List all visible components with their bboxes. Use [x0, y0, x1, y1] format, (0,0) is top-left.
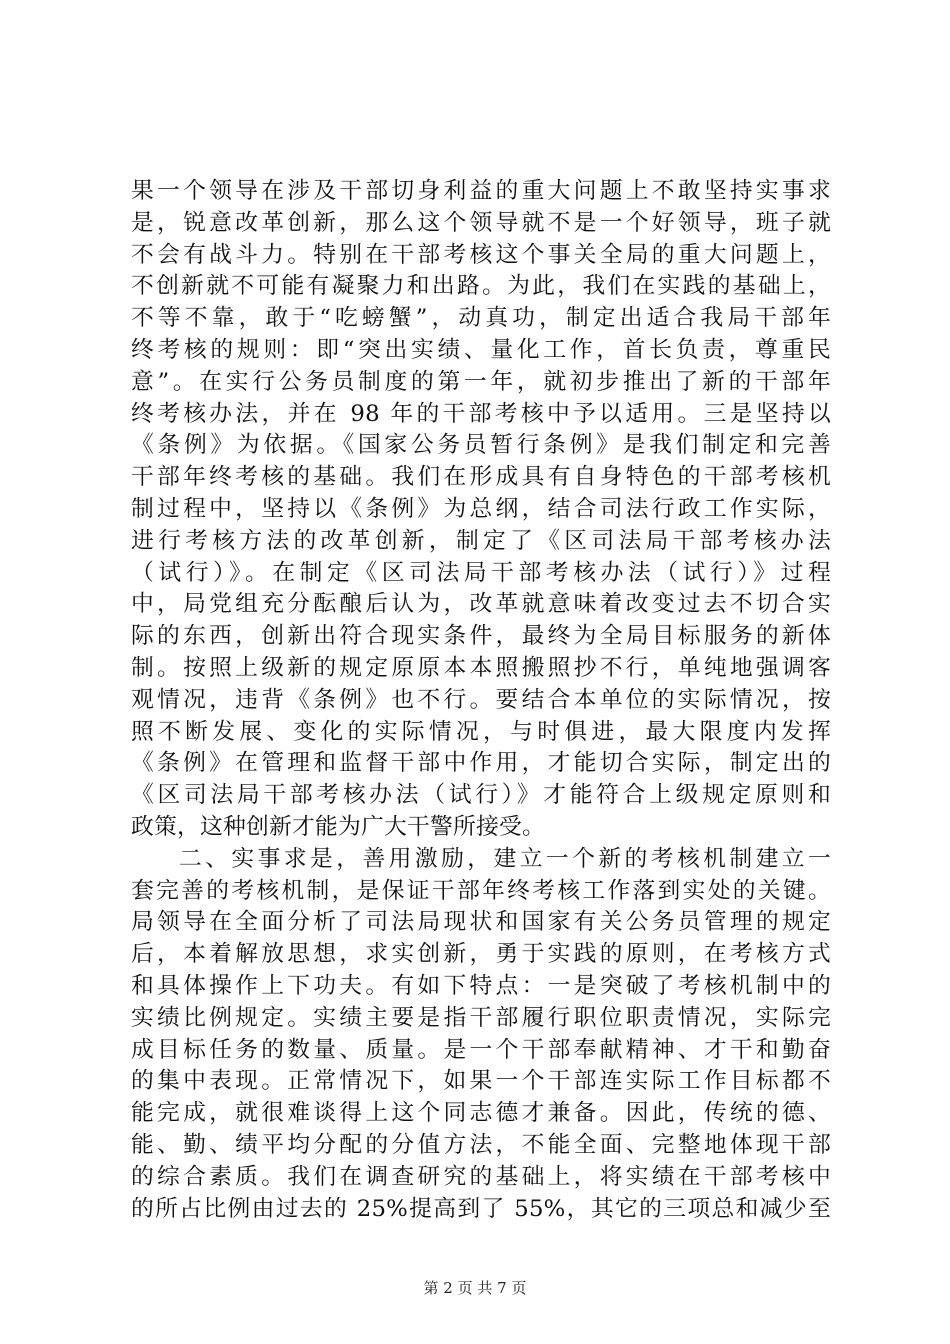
text-line: 的所占比例由过去的 25%提高到了 55%，其它的三项总和减少至 — [131, 1195, 831, 1222]
text-line: 的集中表现。正常情况下，如果一个干部连实际工作目标都不 — [131, 1068, 831, 1095]
text-line: 干部年终考核的基础。我们在形成具有自身特色的干部考核机 — [131, 464, 831, 491]
text-line: 套完善的考核机制，是保证干部年终考核工作落到实处的关键。 — [131, 877, 831, 904]
text-line: 不创新就不可能有凝聚力和出路。为此，我们在实践的基础上， — [131, 273, 831, 300]
text-line: 实绩比例规定。实绩主要是指干部履行职位职责情况，实际完 — [131, 1004, 831, 1031]
document-body — [131, 176, 831, 1225]
text-line: 能、勤、绩平均分配的分值方法，不能全面、完整地体现干部 — [131, 1131, 831, 1158]
text-line: 制过程中，坚持以《条例》为总纲，结合司法行政工作实际， — [131, 495, 831, 522]
text-line: 不会有战斗力。特别在干部考核这个事关全局的重大问题上， — [131, 241, 831, 268]
text-line: 是，锐意改革创新，那么这个领导就不是一个好领导，班子就 — [131, 209, 831, 236]
text-line: 后，本着解放思想，求实创新，勇于实践的原则，在考核方式 — [131, 941, 831, 968]
text-line: 进行考核方法的改革创新，制定了《区司法局干部考核办法 — [131, 527, 831, 554]
text-line: 终考核办法，并在 98 年的干部考核中予以适用。三是坚持以 — [131, 400, 831, 427]
text-line: 观情况，违背《条例》也不行。要结合本单位的实际情况，按 — [131, 686, 831, 713]
text-line: 局领导在全面分析了司法局现状和国家有关公务员管理的规定 — [131, 909, 831, 936]
text-line: 《条例》为依据。《国家公务员暂行条例》是我们制定和完善 — [131, 432, 831, 459]
text-line: 际的东西，创新出符合现实条件，最终为全局目标服务的新体 — [131, 623, 831, 650]
section-heading-line: 二、实事求是，善用激励，建立一个新的考核机制建立一 — [179, 845, 831, 872]
text-line: 中，局党组充分酝酿后认为，改革就意味着改变过去不切合实 — [131, 591, 831, 618]
page-number-footer: 第 2 页 共 7 页 — [423, 1279, 527, 1297]
text-line: 终考核的规则：即“突出实绩、量化工作，首长负责，尊重民 — [131, 336, 831, 363]
text-line: 成目标任务的数量、质量。是一个干部奉献精神、才干和勤奋 — [131, 1036, 831, 1063]
text-line: 意”。在实行公务员制度的第一年，就初步推出了新的干部年 — [131, 368, 831, 395]
text-line: 果一个领导在涉及干部切身利益的重大问题上不敢坚持实事求 — [131, 178, 831, 204]
text-line: 和具体操作上下功夫。有如下特点：一是突破了考核机制中的 — [131, 972, 831, 999]
text-line: 《条例》在管理和监督干部中作用，才能切合实际，制定出的 — [131, 750, 831, 777]
text-line: 不等不靠，敢于“吃螃蟹”，动真功，制定出适合我局干部年 — [131, 305, 831, 332]
text-line: 制。按照上级新的规定原原本本照搬照抄不行，单纯地强调客 — [131, 654, 831, 681]
text-line: 政策，这种创新才能为广大干警所接受。 — [131, 813, 545, 840]
text-line: 能完成，就很难谈得上这个同志德才兼备。因此，传统的德、 — [131, 1100, 831, 1127]
text-line: 《区司法局干部考核办法（试行）》才能符合上级规定原则和 — [131, 782, 831, 809]
text-line: 的综合素质。我们在调查研究的基础上，将实绩在干部考核中 — [131, 1163, 831, 1190]
text-line: 照不断发展、变化的实际情况，与时俱进，最大限度内发挥 — [131, 718, 831, 745]
text-line: （试行）》。在制定《区司法局干部考核办法（试行）》过程 — [131, 559, 831, 586]
